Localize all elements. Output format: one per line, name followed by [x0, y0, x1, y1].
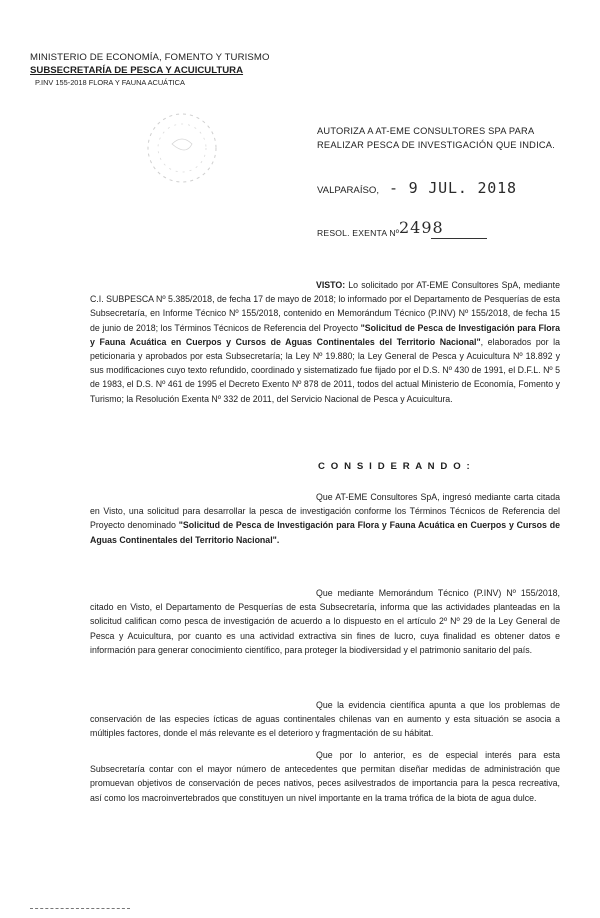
considerando-heading: C O N S I D E R A N D O :	[318, 461, 472, 472]
date-line	[317, 179, 577, 201]
resolution-subject	[317, 124, 557, 152]
c3-text: Que la evidencia científica apunta a que los problemas de conservación de las especies ícticas de aguas continentales chilenas van en aumento y esta situación se asocia a múltiples factores, donde el más relevante es el deterioro y fragmentación de su hábitat.	[90, 700, 560, 739]
reference-code: P.INV 155-2018 FLORA Y FAUNA ACUÁTICA	[35, 78, 185, 87]
ministry-name: MINISTERIO DE ECONOMÍA, FOMENTO Y TURISMO	[30, 52, 270, 63]
subject-line-2: REALIZAR PESCA DE INVESTIGACIÓN QUE INDICA.	[317, 140, 555, 150]
date-stamp: - 9 JUL. 2018	[389, 179, 517, 197]
subject-line-1: AUTORIZA A AT-EME CONSULTORES SPA PARA	[317, 126, 535, 136]
resolution-number-line	[317, 218, 577, 240]
resolution-label: RESOL. EXENTA Nº	[317, 228, 400, 238]
visto-paragraph	[90, 278, 560, 406]
visto-project-title: "Solicitud de Pesca de Investigación para Flora y Fauna Acuática en Cuerpos y Cursos de Aguas Continentales del Territorio Nacional"	[90, 322, 560, 347]
city-label: VALPARAÍSO,	[317, 185, 380, 196]
subsecretaria-name: SUBSECRETARÍA DE PESCA Y ACUICULTURA	[30, 65, 244, 76]
footer-mark	[30, 908, 130, 909]
resolution-number: 2498	[399, 218, 444, 237]
c1-project-title: "Solicitud de Pesca de Investigación para Flora y Fauna Acuática en Cuerpos y Cursos de Aguas Continentales del Territorio Nacional".	[90, 520, 561, 545]
c2-text: Que mediante Memorándum Técnico (P.INV) Nº 155/2018, citado en Visto, el Departamento de Pesquerías de esta Subsecretaría, informa que las actividades planteadas en la solicitud califican como pesca de investigación de acuerdo a lo dispuesto en el artículo 2º Nº 29 de la Ley General de Pesca y Acuicultura, por cuanto es una actividad extractiva sin fines de lucro, cuya finalidad es obtener datos e información para generar conocimiento científico, para proteger la biodiversidad y el patrimonio sanitario del país.	[90, 588, 560, 655]
considerando-paragraph-2	[90, 586, 560, 657]
resolution-underline	[431, 238, 487, 239]
seal-stamp-icon	[142, 108, 222, 188]
c4-text: Que por lo anterior, es de especial interés para esta Subsecretaría contar con el mayor número de antecedentes que permitan diseñar medidas de administración que promuevan objetivos de conservación de peces nativos, peces asilvestrados de importancia para la pesca recreativa, así como los macroinvertebrados que constituyen un nivel importante en la trama trófica de la biota de agua dulce.	[90, 750, 560, 803]
letterhead	[30, 52, 290, 88]
visto-text-1: Lo solicitado por AT-EME Consultores SpA, mediante C.I. SUBPESCA Nº 5.385/2018, de fecha 17 de mayo de 2018; lo informado por el Departamento de Pesquerías de esta Subsecretaría, en Informe Técnico Nº 155/2018, contenido en Memorándum Técnico (P.INV) Nº 155/2018, de fecha 15 de junio de 2018; los Términos Técnicos de Referencia del Proyecto	[90, 280, 560, 333]
considerando-paragraph-1	[90, 490, 560, 547]
considerando-paragraph-4	[90, 748, 560, 805]
visto-text-2: , elaborados por la peticionaria y aprobados por esta Subsecretaría; la Ley Nº 19.880; la Ley General de Pesca y Acuicultura Nº 18.892 y sus modificaciones cuyo texto refundido, coordinado y sistematizado fue fijado por el D.S. Nº 430 de 1991, el D.F.L. Nº 5 de 1983, el D.S. Nº 461 de 1995 el Decreto Exento Nº 878 de 2011, todos del actual Ministerio de Economía, Fomento y Turismo; la Resolución Exenta Nº 332 de 2011, del Servicio Nacional de Pesca y Acuicultura.	[90, 336, 560, 404]
c1-text: Que AT-EME Consultores SpA, ingresó mediante carta citada en Visto, una solicitud para desarrollar la pesca de investigación conforme los Términos Técnicos de Referencia del Proyecto denominado	[90, 492, 560, 531]
visto-lead: VISTO:	[316, 280, 346, 290]
considerando-paragraph-3	[90, 698, 560, 741]
